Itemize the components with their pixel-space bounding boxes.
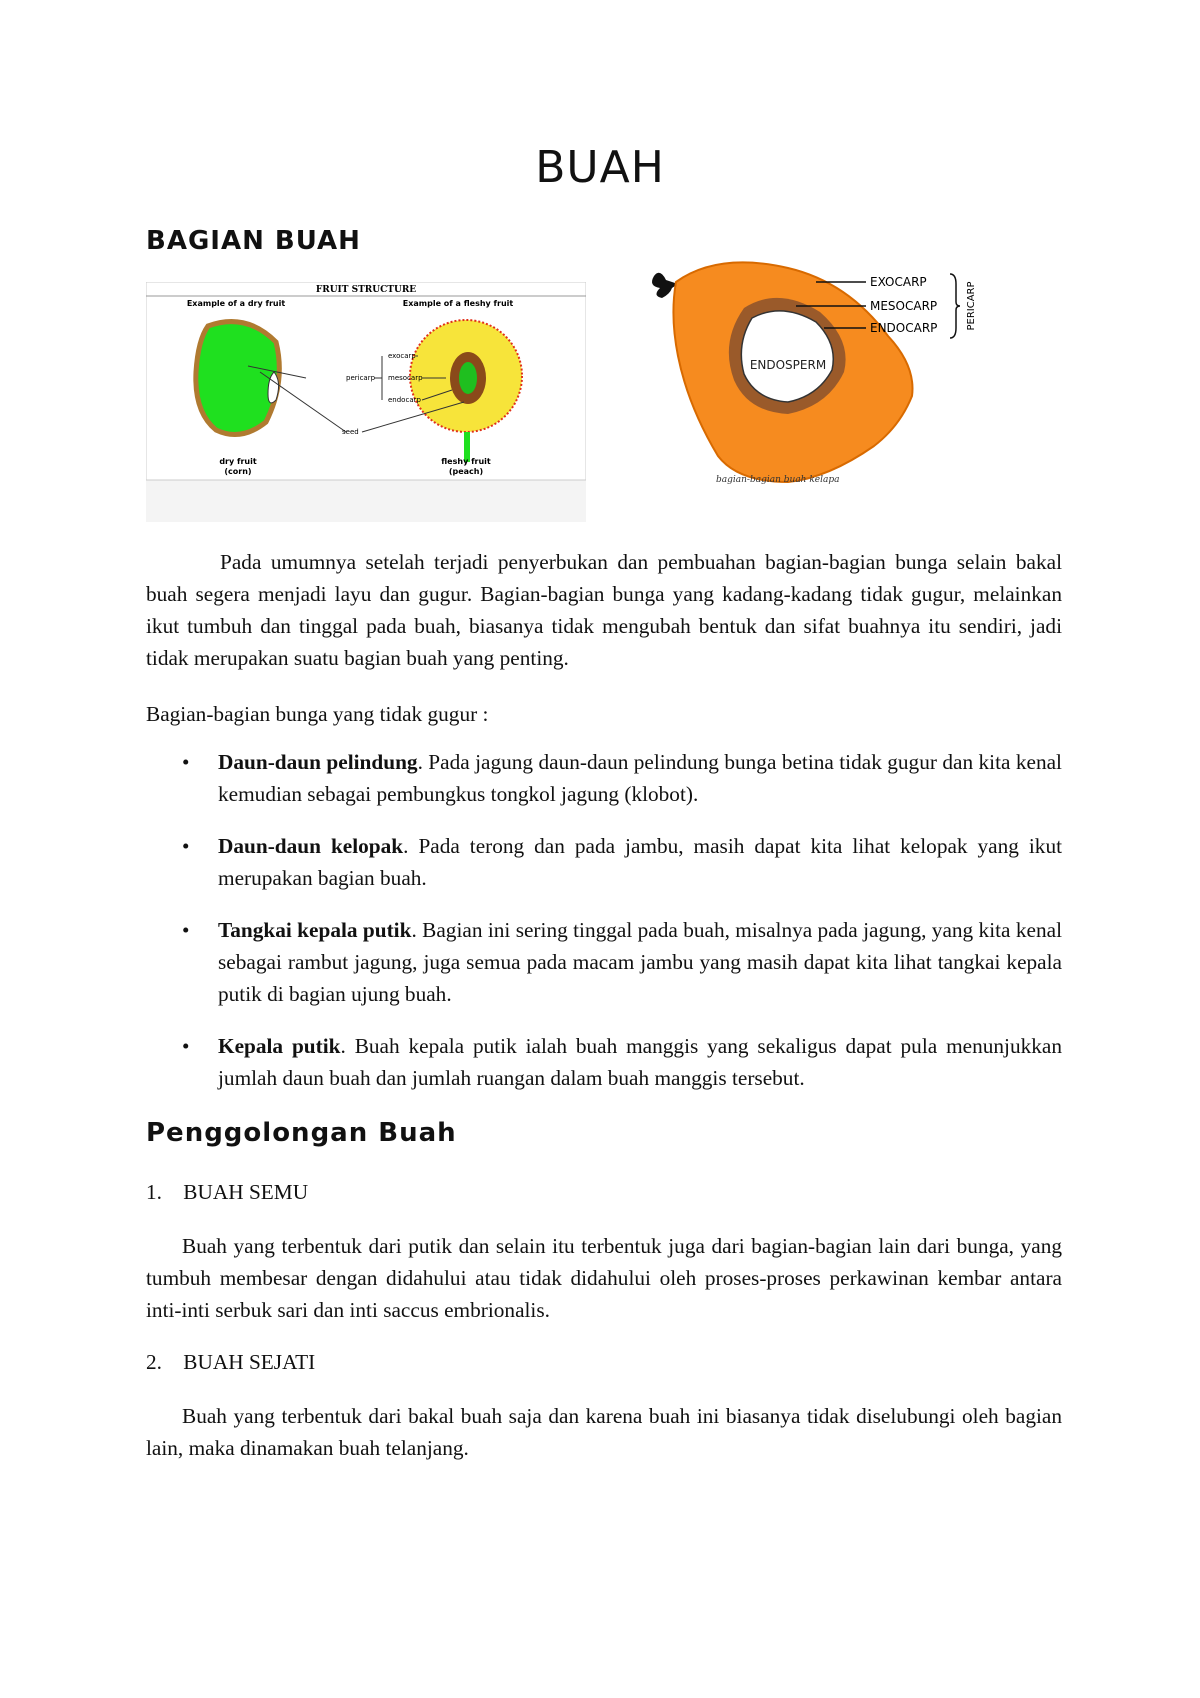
bullet-term: Kepala putik [218, 1034, 341, 1058]
bullet-glyph: • [182, 918, 190, 942]
section-heading-penggolongan: Penggolongan Buah [146, 1118, 457, 1148]
item-number: 2. [146, 1350, 162, 1374]
bullet-text: . Bagian ini sering tinggal pada buah, misalnya pada jagung, yang kita kenal sebagai rambut jagung, juga semua pada macam jambu yang masih dapat kita lihat tangkai kepala putik di bagian ujung buah. [218, 918, 1062, 1006]
page-title: BUAH [535, 142, 665, 193]
item-number: 1. [146, 1180, 162, 1204]
bullet-glyph: • [182, 1034, 190, 1058]
bullet-text: . Pada terong dan pada jambu, masih dapat kita lihat kelopak yang ikut merupakan bagian buah. [218, 834, 1063, 890]
dry-fruit-shape [196, 322, 279, 435]
paragraph-intro: Pada umumnya setelah terjadi penyerbukan dan pembuahan bagian-bagian bunga selain bakal buah segera menjadi layu dan gugur. Bagian-bagian bunga yang kadang-kadang tidak gugur, melainkan ikut tumbuh dan tinggal pada buah, biasanya tidak mengubah bentuk dan sifat buahnya itu sendiri, jadi tidak merupakan suatu bagian buah yang penting. [146, 550, 1062, 670]
bullet-glyph: • [182, 834, 190, 858]
label-pericarp: PERICARP [966, 281, 977, 331]
list-item [146, 914, 1062, 1010]
bullet-term: Tangkai kepala putik [218, 918, 412, 942]
label-pericarp: pericarp [346, 374, 376, 382]
bullet-glyph: • [182, 750, 190, 774]
caption-dry: dry fruit [219, 457, 257, 466]
coconut-diagram [648, 256, 988, 492]
item-label: BUAH SEMU [183, 1180, 309, 1204]
bullet-list [146, 746, 1062, 1114]
label-endocarp: ENDOCARP [870, 321, 938, 335]
bullet-text: . Buah kepala putik ialah buah manggis yang sekaligus dapat pula menunjukkan jumlah daun buah dan jumlah ruangan dalam buah manggis tersebut. [218, 1034, 1062, 1090]
list-item [146, 1030, 1062, 1094]
coconut-caption: bagian-bagian buah kelapa [716, 475, 840, 485]
label-endosperm: ENDOSPERM [749, 358, 827, 372]
fruit-structure-diagram [146, 282, 586, 522]
numbered-item-2 [146, 1346, 315, 1378]
label-mesocarp: MESOCARP [870, 299, 938, 313]
caption-fleshy: fleshy fruit [441, 457, 491, 466]
item-label: BUAH SEJATI [183, 1350, 316, 1374]
section-heading-bagian-buah: BAGIAN BUAH [146, 226, 361, 256]
diagram-subtitle-dry: Example of a dry fruit [186, 299, 286, 308]
diagram-title: FRUIT STRUCTURE [315, 285, 417, 295]
diagram-subtitle-fleshy: Example of a fleshy fruit [402, 299, 514, 308]
numbered-item-1 [146, 1176, 308, 1208]
pericarp-bracket [950, 274, 960, 338]
paragraph-buah-sejati: Buah yang terbentuk dari bakal buah saja dan karena buah ini biasanya tidak diselubungi oleh bagian lain, maka dinamakan buah telanjang. [146, 1404, 1062, 1460]
label-seed: seed [342, 428, 359, 436]
bullet-term: Daun-daun kelopak [218, 834, 404, 858]
label-exocarp: exocarp [388, 352, 416, 360]
label-endocarp: endocarp [388, 396, 421, 404]
caption-dry-sub: (corn) [224, 467, 252, 476]
bullet-text: . Pada jagung daun-daun pelindung bunga betina tidak gugur dan kita kenal kemudian sebagai pembungkus tongkol jagung (klobot). [218, 750, 1062, 806]
label-mesocarp: mesocarp [388, 374, 423, 382]
paragraph-list-intro: Bagian-bagian bunga yang tidak gugur : [146, 702, 489, 726]
list-item [146, 746, 1062, 810]
paragraph-buah-semu: Buah yang terbentuk dari putik dan selain itu terbentuk juga dari bagian-bagian lain dari bunga, yang tumbuh membesar dengan didahului atau tidak didahului oleh proses-proses perkawinan kembar antara inti-inti serbuk sari dan inti saccus embrionalis. [146, 1234, 1062, 1322]
label-exocarp: EXOCARP [870, 275, 927, 289]
seed-shape [459, 362, 477, 394]
bullet-term: Daun-daun pelindung [218, 750, 418, 774]
caption-fleshy-sub: (peach) [448, 467, 484, 476]
list-item [146, 830, 1062, 894]
